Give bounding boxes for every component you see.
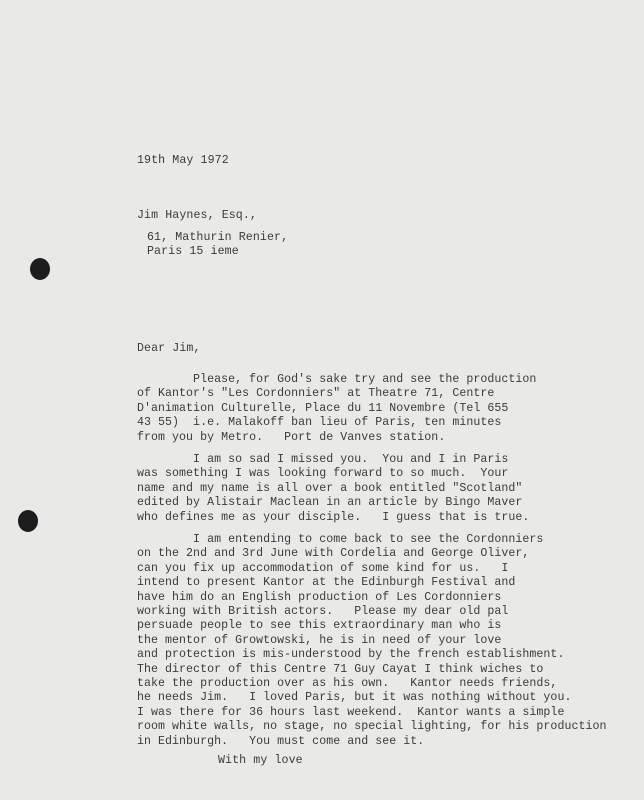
recipient-name: Jim Haynes, Esq., bbox=[137, 209, 257, 222]
paragraph-line: of Kantor's "Les Cordonniers" at Theatre 71, Centre bbox=[137, 387, 495, 401]
paragraph-3 bbox=[137, 533, 607, 749]
paragraph-line: I am so sad I missed you. You and I in Paris bbox=[137, 453, 509, 466]
paragraph-line: the mentor of Growtowski, he is in need of your love bbox=[137, 633, 502, 647]
paragraph-line: I was there for 36 hours last weekend. Kantor wants a simple bbox=[137, 705, 565, 719]
paragraph-line: have him do an English production of Les Cordonniers bbox=[137, 590, 502, 604]
paragraph-line: and protection is mis-understood by the french establishment. bbox=[137, 648, 565, 662]
punch-hole-top bbox=[30, 258, 50, 280]
paragraph-line: I am entending to come back to see the Cordonniers bbox=[137, 533, 544, 546]
paragraph-line: working with British actors. Please my dear old pal bbox=[137, 605, 509, 619]
paragraph-line: The director of this Centre 71 Guy Cayat I think wiches to bbox=[137, 662, 544, 676]
paragraph-line: name and my name is all over a book entitled "Scotland" bbox=[137, 481, 523, 495]
paragraph-line: on the 2nd and 3rd June with Cordelia and George Oliver, bbox=[137, 547, 530, 561]
paragraph-line: room white walls, no stage, no special lighting, for his production bbox=[137, 720, 607, 734]
paragraph-1 bbox=[137, 373, 536, 445]
paragraph-line: intend to present Kantor at the Edinburgh Festival and bbox=[137, 576, 516, 590]
paragraph-line: take the production over as his own. Kantor needs friends, bbox=[137, 677, 558, 691]
paragraph-line: he needs Jim. I loved Paris, but it was nothing without you. bbox=[137, 691, 572, 705]
paragraph-2 bbox=[137, 453, 529, 525]
salutation: Dear Jim, bbox=[137, 342, 201, 355]
paragraph-line: Please, for God's sake try and see the production bbox=[137, 373, 537, 386]
paragraph-line: edited by Alistair Maclean in an article by Bingo Maver bbox=[137, 496, 523, 510]
paragraph-line: who defines me as your disciple. I guess that is true. bbox=[137, 510, 530, 524]
paragraph-line: 43 55) i.e. Malakoff ban lieu of Paris, ten minutes bbox=[137, 416, 502, 430]
paragraph-line: in Edinburgh. You must come and see it. bbox=[137, 734, 425, 748]
recipient-city: Paris 15 ieme bbox=[147, 245, 239, 258]
punch-hole-bottom bbox=[18, 510, 38, 532]
closing: With my love bbox=[218, 754, 303, 767]
paragraph-line: persuade people to see this extraordinary man who is bbox=[137, 619, 502, 633]
paragraph-line: can you fix up accommodation of some kind for us. I bbox=[137, 561, 509, 575]
paragraph-line: from you by Metro. Port de Vanves station. bbox=[137, 430, 446, 444]
letter-date: 19th May 1972 bbox=[137, 154, 229, 167]
recipient-street: 61, Mathurin Renier, bbox=[147, 231, 289, 244]
paragraph-line: was something I was looking forward to so much. Your bbox=[137, 467, 509, 481]
paragraph-line: D'animation Culturelle, Place du 11 Novembre (Tel 655 bbox=[137, 401, 509, 415]
